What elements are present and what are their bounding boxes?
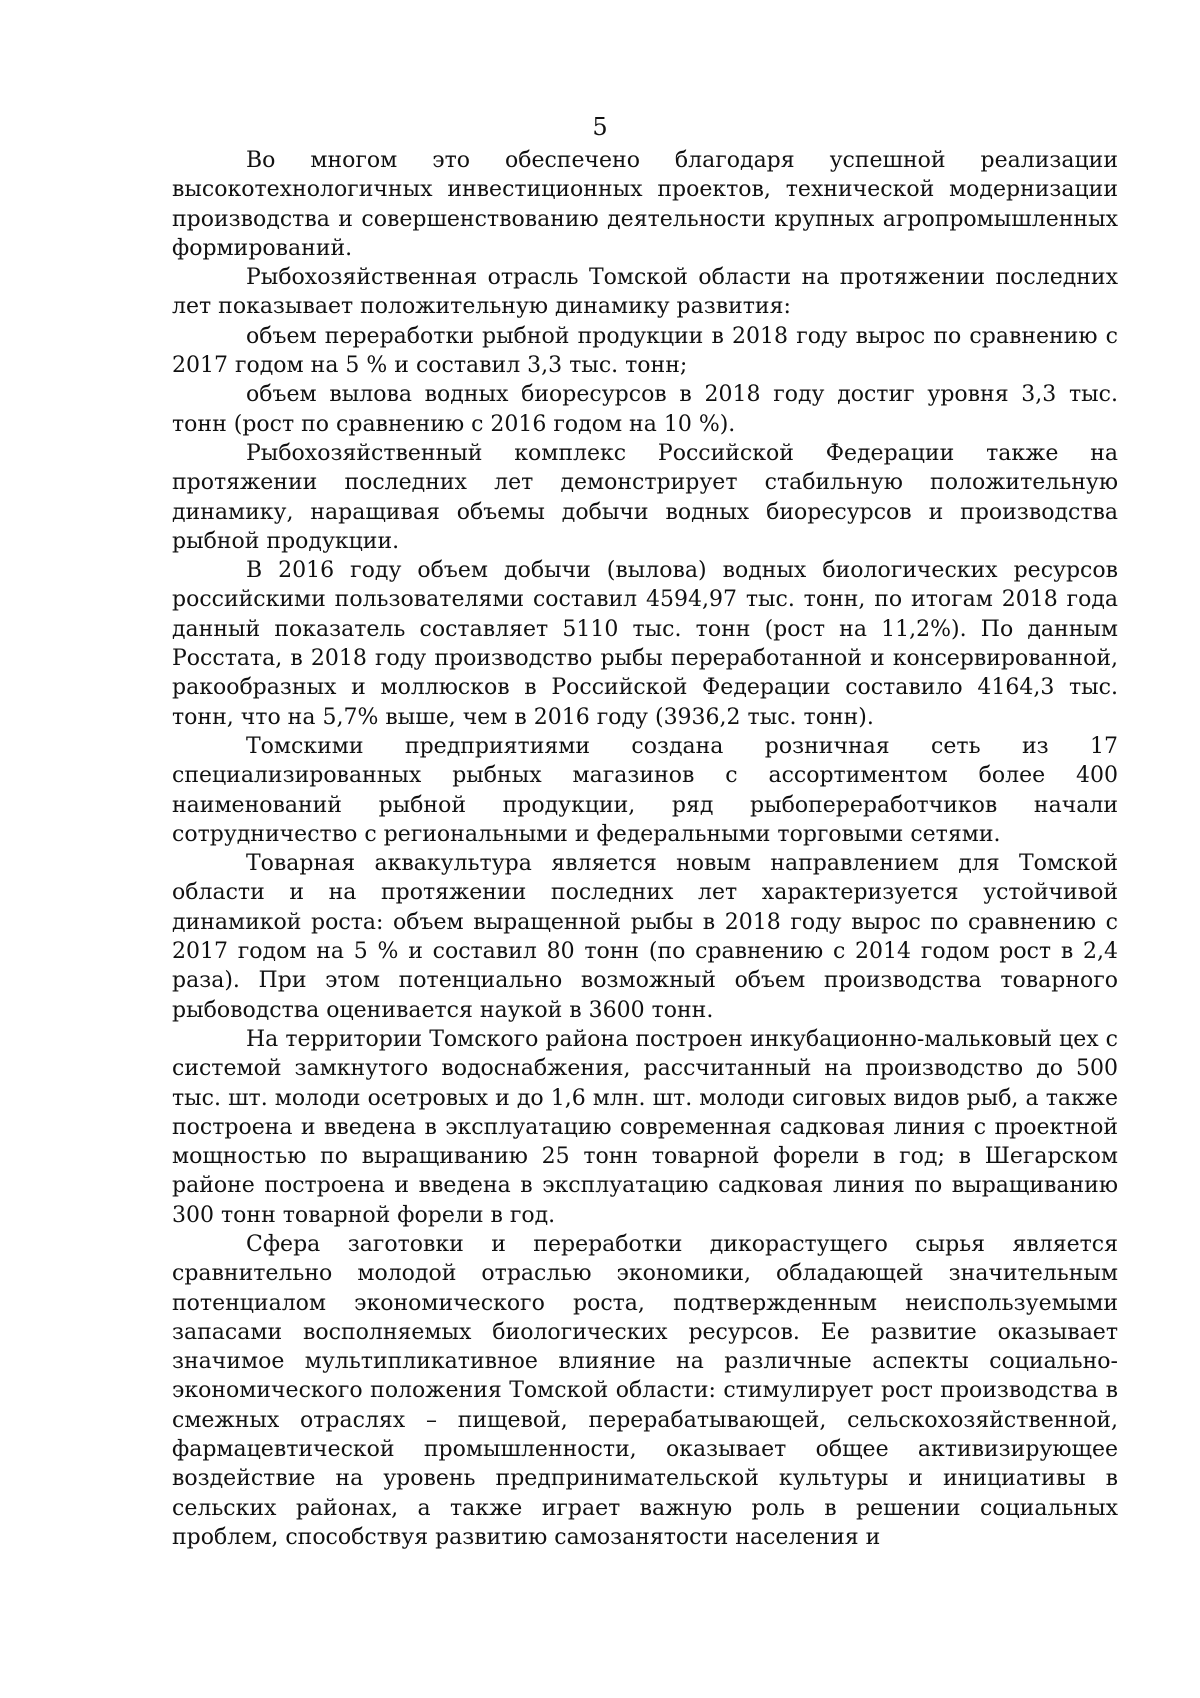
paragraph-9: На территории Томского района построен инкубационно-мальковый цех с системой замкнутого водоснабжения, рассчитанный на производство до 500 тыс. шт. молоди осетровых и до 1,6 млн. шт. молоди сиговых видов рыб, а также построена и введена в эксплуатацию современная садковая линия с проектной мощностью по выращиванию 25 тонн товарной форели в год; в Шегарском районе построена и введена в эксплуатацию садковая линия по выращиванию 300 тонн товарной форели в год. — [172, 1026, 1118, 1228]
paragraph-6: В 2016 году объем добычи (вылова) водных биологических ресурсов российскими пользователями составил 4594,97 тыс. тонн, по итогам 2018 года данный показатель составляет 5110 тыс. тонн (рост на 11,2%). По данным Росстата, в 2018 году производство рыбы переработанной и консервированной, ракообразных и моллюсков в Российской Федерации составило 4164,3 тыс. тонн, что на 5,7% выше, чем в 2016 году (3936,2 тыс. тонн). — [172, 558, 1118, 730]
paragraph-8: Товарная аквакультура является новым направлением для Томской области и на протяжении последних лет характеризуется устойчивой динамикой роста: объем выращенной рыбы в 2018 году вырос по сравнению с 2017 годом на 5 % и составил 80 тонн (по сравнению с 2014 годом рост в 2,4 раза). При этом потенциально возможный объем производства товарного рыбоводства оценивается наукой в 3600 тонн. — [172, 851, 1118, 1023]
paragraph-3: объем переработки рыбной продукции в 2018 году вырос по сравнению с 2017 годом на 5 % и составил 3,3 тыс. тонн; — [172, 323, 1118, 379]
page-number: 5 — [592, 113, 608, 141]
paragraph-10: Сфера заготовки и переработки дикорастущего сырья является сравнительно молодой отраслью экономики, обладающей значительным потенциалом экономического роста, подтвержденным неиспользуемыми запасами восполняемых биологических ресурсов. Ее развитие оказывает значимое мультипликативное влияние на различные аспекты социально-экономического положения Томской области: стимулирует рост производства в смежных отраслях – пищевой, перерабатывающей, сельскохозяйственной, фармацевтической промышленности, оказывает общее активизирующее воздействие на уровень предпринимательской культуры и инициативы в сельских районах, а также играет важную роль в решении социальных проблем, способствуя развитию самозанятости населения и — [172, 1231, 1118, 1550]
paragraph-1: Во многом это обеспечено благодаря успешной реализации высокотехнологичных инвестиционных проектов, технической модернизации производства и совершенствованию деятельности крупных агропромышленных формирований. — [172, 148, 1118, 261]
paragraph-2: Рыбохозяйственная отрасль Томской области на протяжении последних лет показывает положительную динамику развития: — [172, 265, 1118, 320]
paragraph-5: Рыбохозяйственный комплекс Российской Федерации также на протяжении последних лет демонстрирует стабильную положительную динамику, наращивая объемы добычи водных биоресурсов и производства рыбной продукции. — [172, 440, 1118, 554]
paragraph-4: объем вылова водных биоресурсов в 2018 году достиг уровня 3,3 тыс. тонн (рост по сравнению с 2016 годом на 10 %). — [172, 382, 1118, 437]
paragraph-7: Томскими предприятиями создана розничная сеть из 17 специализированных рыбных магазинов с ассортиментом более 400 наименований рыбной продукции, ряд рыбопереработчиков начали сотрудничество с региональными и федеральными торговыми сетями. — [172, 733, 1118, 847]
document-body — [172, 146, 1118, 1552]
